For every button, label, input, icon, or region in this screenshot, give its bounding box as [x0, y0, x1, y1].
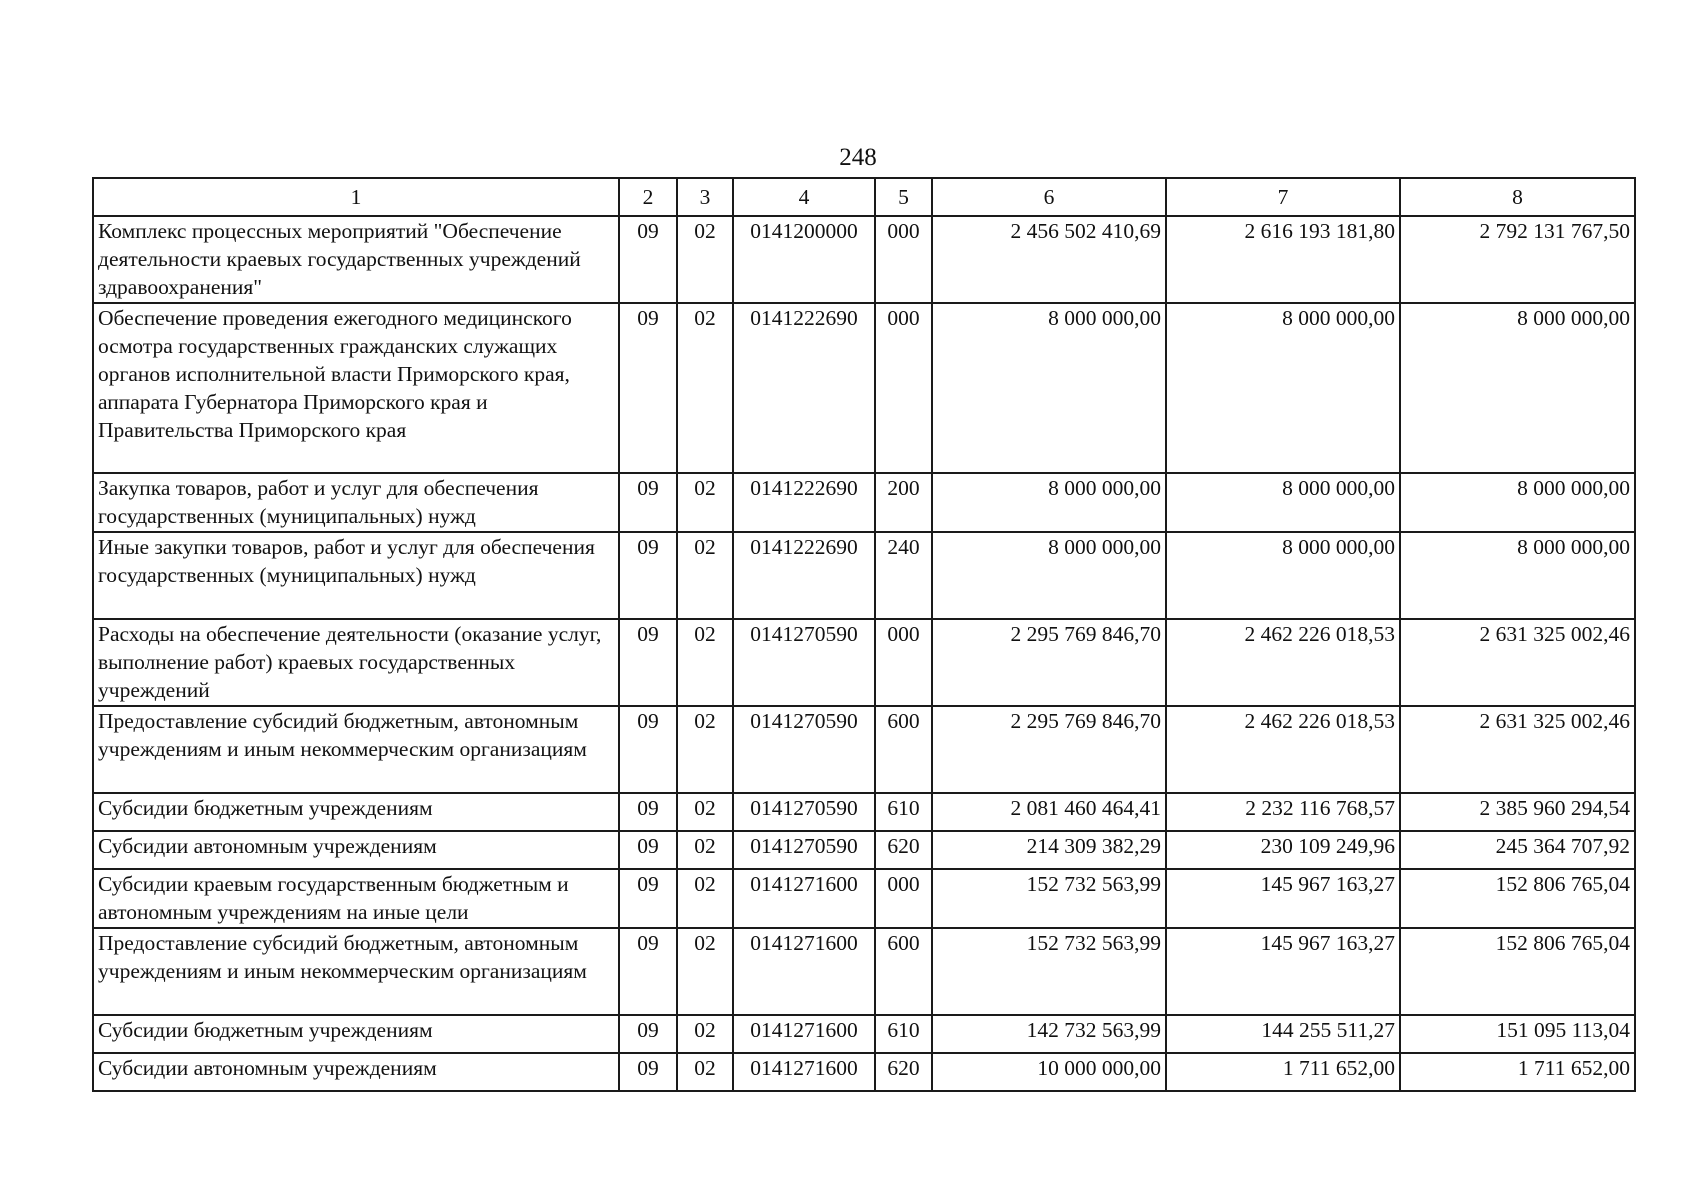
expense-type-code: 610	[875, 793, 932, 831]
amount-col-6: 8 000 000,00	[932, 473, 1166, 532]
target-article-code: 0141222690	[733, 532, 875, 619]
amount-col-7: 144 255 511,27	[1166, 1015, 1400, 1053]
table-row	[93, 303, 1635, 473]
target-article-code: 0141200000	[733, 216, 875, 303]
subsection-code: 02	[677, 928, 733, 1015]
target-article-code: 0141270590	[733, 831, 875, 869]
amount-col-6: 2 295 769 846,70	[932, 619, 1166, 706]
expense-type-code: 620	[875, 1053, 932, 1091]
table-row	[93, 1015, 1635, 1053]
table-row	[93, 706, 1635, 793]
budget-table	[92, 177, 1636, 1092]
column-header-8: 8	[1400, 178, 1635, 216]
target-article-code: 0141270590	[733, 619, 875, 706]
table-row	[93, 532, 1635, 619]
item-name: Закупка товаров, работ и услуг для обеспечения государственных (муниципальных) нужд	[93, 473, 619, 532]
section-code: 09	[619, 869, 677, 928]
table-row	[93, 619, 1635, 706]
section-code: 09	[619, 928, 677, 1015]
table-header-row	[93, 178, 1635, 216]
column-header-6: 6	[932, 178, 1166, 216]
expense-type-code: 000	[875, 869, 932, 928]
column-header-5: 5	[875, 178, 932, 216]
amount-col-7: 2 616 193 181,80	[1166, 216, 1400, 303]
amount-col-6: 142 732 563,99	[932, 1015, 1166, 1053]
section-code: 09	[619, 831, 677, 869]
expense-type-code: 600	[875, 706, 932, 793]
amount-col-8: 152 806 765,04	[1400, 869, 1635, 928]
table-row	[93, 473, 1635, 532]
column-header-4: 4	[733, 178, 875, 216]
amount-col-6: 10 000 000,00	[932, 1053, 1166, 1091]
target-article-code: 0141271600	[733, 928, 875, 1015]
amount-col-6: 8 000 000,00	[932, 532, 1166, 619]
section-code: 09	[619, 532, 677, 619]
amount-col-6: 8 000 000,00	[932, 303, 1166, 473]
amount-col-7: 1 711 652,00	[1166, 1053, 1400, 1091]
item-name: Обеспечение проведения ежегодного медицинского осмотра государственных гражданских служащих органов исполнительной власти Приморского края, аппарата Губернатора Приморского края и Правительства Приморского края	[93, 303, 619, 473]
amount-col-7: 230 109 249,96	[1166, 831, 1400, 869]
item-name: Предоставление субсидий бюджетным, автономным учреждениям и иным некоммерческим организациям	[93, 706, 619, 793]
target-article-code: 0141222690	[733, 303, 875, 473]
target-article-code: 0141271600	[733, 1053, 875, 1091]
amount-col-7: 2 232 116 768,57	[1166, 793, 1400, 831]
table-row	[93, 1053, 1635, 1091]
table-row	[93, 831, 1635, 869]
section-code: 09	[619, 303, 677, 473]
column-header-7: 7	[1166, 178, 1400, 216]
item-name: Расходы на обеспечение деятельности (оказание услуг, выполнение работ) краевых государственных учреждений	[93, 619, 619, 706]
target-article-code: 0141271600	[733, 1015, 875, 1053]
item-name: Комплекс процессных мероприятий "Обеспечение деятельности краевых государственных учреждений здравоохранения"	[93, 216, 619, 303]
amount-col-6: 2 081 460 464,41	[932, 793, 1166, 831]
amount-col-8: 8 000 000,00	[1400, 532, 1635, 619]
item-name: Субсидии автономным учреждениям	[93, 831, 619, 869]
amount-col-6: 2 295 769 846,70	[932, 706, 1166, 793]
item-name: Субсидии краевым государственным бюджетным и автономным учреждениям на иные цели	[93, 869, 619, 928]
section-code: 09	[619, 619, 677, 706]
expense-type-code: 000	[875, 619, 932, 706]
section-code: 09	[619, 216, 677, 303]
amount-col-8: 2 631 325 002,46	[1400, 619, 1635, 706]
column-header-1: 1	[93, 178, 619, 216]
subsection-code: 02	[677, 303, 733, 473]
expense-type-code: 600	[875, 928, 932, 1015]
amount-col-6: 152 732 563,99	[932, 928, 1166, 1015]
subsection-code: 02	[677, 619, 733, 706]
item-name: Субсидии автономным учреждениям	[93, 1053, 619, 1091]
subsection-code: 02	[677, 473, 733, 532]
amount-col-7: 8 000 000,00	[1166, 532, 1400, 619]
amount-col-8: 2 385 960 294,54	[1400, 793, 1635, 831]
amount-col-6: 214 309 382,29	[932, 831, 1166, 869]
amount-col-6: 2 456 502 410,69	[932, 216, 1166, 303]
amount-col-7: 2 462 226 018,53	[1166, 619, 1400, 706]
column-header-3: 3	[677, 178, 733, 216]
expense-type-code: 000	[875, 216, 932, 303]
amount-col-6: 152 732 563,99	[932, 869, 1166, 928]
amount-col-7: 8 000 000,00	[1166, 473, 1400, 532]
section-code: 09	[619, 706, 677, 793]
amount-col-8: 245 364 707,92	[1400, 831, 1635, 869]
amount-col-7: 145 967 163,27	[1166, 928, 1400, 1015]
table-row	[93, 216, 1635, 303]
subsection-code: 02	[677, 793, 733, 831]
table-row	[93, 793, 1635, 831]
target-article-code: 0141270590	[733, 706, 875, 793]
item-name: Субсидии бюджетным учреждениям	[93, 793, 619, 831]
page-number: 248	[839, 144, 877, 171]
amount-col-8: 2 792 131 767,50	[1400, 216, 1635, 303]
subsection-code: 02	[677, 706, 733, 793]
subsection-code: 02	[677, 831, 733, 869]
subsection-code: 02	[677, 216, 733, 303]
amount-col-7: 8 000 000,00	[1166, 303, 1400, 473]
amount-col-7: 145 967 163,27	[1166, 869, 1400, 928]
item-name: Субсидии бюджетным учреждениям	[93, 1015, 619, 1053]
target-article-code: 0141222690	[733, 473, 875, 532]
column-header-2: 2	[619, 178, 677, 216]
expense-type-code: 000	[875, 303, 932, 473]
subsection-code: 02	[677, 1053, 733, 1091]
amount-col-8: 1 711 652,00	[1400, 1053, 1635, 1091]
table-row	[93, 869, 1635, 928]
amount-col-8: 2 631 325 002,46	[1400, 706, 1635, 793]
expense-type-code: 240	[875, 532, 932, 619]
subsection-code: 02	[677, 532, 733, 619]
amount-col-8: 8 000 000,00	[1400, 473, 1635, 532]
target-article-code: 0141270590	[733, 793, 875, 831]
amount-col-8: 151 095 113,04	[1400, 1015, 1635, 1053]
section-code: 09	[619, 1015, 677, 1053]
item-name: Иные закупки товаров, работ и услуг для обеспечения государственных (муниципальных) нужд	[93, 532, 619, 619]
subsection-code: 02	[677, 1015, 733, 1053]
amount-col-7: 2 462 226 018,53	[1166, 706, 1400, 793]
expense-type-code: 200	[875, 473, 932, 532]
subsection-code: 02	[677, 869, 733, 928]
section-code: 09	[619, 1053, 677, 1091]
table-row	[93, 928, 1635, 1015]
amount-col-8: 152 806 765,04	[1400, 928, 1635, 1015]
expense-type-code: 610	[875, 1015, 932, 1053]
item-name: Предоставление субсидий бюджетным, автономным учреждениям и иным некоммерческим организациям	[93, 928, 619, 1015]
target-article-code: 0141271600	[733, 869, 875, 928]
amount-col-8: 8 000 000,00	[1400, 303, 1635, 473]
section-code: 09	[619, 473, 677, 532]
section-code: 09	[619, 793, 677, 831]
expense-type-code: 620	[875, 831, 932, 869]
